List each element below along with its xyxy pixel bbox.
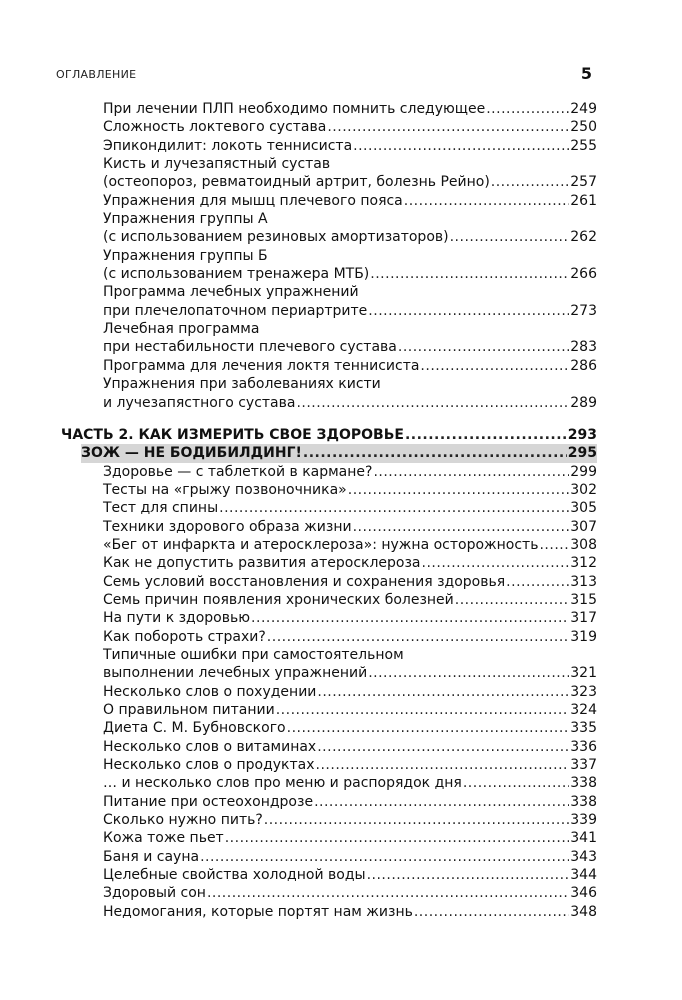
toc-entry-title: Диета С. М. Бубновского — [103, 720, 286, 737]
toc-entry-title: Кожа тоже пьет — [103, 830, 224, 847]
toc-entry-row — [103, 518, 597, 536]
toc-entry[interactable] — [103, 903, 597, 921]
toc-entry-row — [103, 609, 597, 627]
dot-leader — [251, 609, 569, 627]
toc-entry-page: 261 — [570, 192, 597, 209]
toc-entry-row — [103, 884, 597, 902]
toc-entry-row — [103, 118, 597, 136]
dot-leader — [367, 866, 570, 884]
toc-entry-title: Техники здорового образа жизни — [103, 518, 352, 535]
toc-entry-row — [103, 701, 597, 719]
toc-entry-row — [103, 192, 597, 210]
dot-leader — [450, 228, 570, 246]
dot-leader — [207, 884, 569, 902]
toc-entry-row — [103, 228, 597, 246]
toc-entry-title-line: Упражнения группы А — [103, 211, 268, 228]
toc-entries-bottom — [103, 463, 597, 922]
toc-entry[interactable] — [103, 756, 597, 774]
toc-entry[interactable] — [103, 793, 597, 811]
toc-entry-row — [103, 811, 597, 829]
dot-leader — [368, 302, 569, 320]
toc-entry[interactable] — [103, 247, 597, 284]
toc-entry-page: 321 — [570, 665, 597, 682]
toc-entry-page: 344 — [570, 867, 597, 884]
dot-leader — [398, 338, 569, 356]
toc-entry-row — [103, 664, 597, 682]
toc-entry-page: 338 — [570, 775, 597, 792]
toc-entry-row — [103, 173, 597, 191]
dot-leader — [314, 793, 569, 811]
toc-entry-row — [103, 829, 597, 847]
toc-entry-title: Тест для спины — [103, 500, 219, 517]
page-number: 5 — [580, 64, 592, 83]
toc-entries-top — [103, 100, 597, 412]
dot-leader — [303, 444, 567, 462]
toc-entry-title-line: Упражнения группы Б — [103, 247, 268, 264]
toc-entry-row — [103, 394, 597, 412]
toc-entry-title: Как побороть страхи? — [103, 628, 266, 645]
table-of-contents — [61, 100, 597, 921]
toc-entry[interactable] — [103, 628, 597, 646]
toc-entry-page: 323 — [570, 683, 597, 700]
toc-entry-row — [103, 100, 597, 118]
dot-leader — [276, 701, 570, 719]
toc-entry-title: Питание при остеохондрозе — [103, 793, 314, 810]
toc-entry-title: Тесты на «грыжу позвоночника» — [103, 481, 347, 498]
dot-leader — [463, 774, 569, 792]
toc-entry-title: (с использованием резиновых амортизаторов) — [103, 229, 449, 246]
toc-entry-row — [103, 738, 597, 756]
toc-entry-title: Целебные свойства холодной воды — [103, 867, 366, 884]
toc-entry-title: При лечении ПЛП необходимо помнить следующее — [103, 101, 486, 117]
part-title: ЧАСТЬ 2. КАК ИЗМЕРИТЬ СВОЕ ЗДОРОВЬЕ — [61, 426, 404, 443]
dot-leader — [317, 738, 569, 756]
toc-entry-row — [103, 903, 597, 921]
section-title: ЗОЖ — НЕ БОДИБИЛДИНГ! — [81, 445, 302, 462]
toc-entry-row — [103, 866, 597, 884]
toc-entry[interactable] — [103, 811, 597, 829]
toc-entry-title: Сколько нужно пить? — [103, 812, 263, 829]
dot-leader — [506, 573, 569, 591]
toc-entry[interactable] — [103, 738, 597, 756]
toc-entry-title: О правильном питании — [103, 702, 275, 718]
toc-entry-title: Недомогания, которые портят нам жизнь — [103, 903, 413, 920]
toc-entry[interactable] — [103, 866, 597, 884]
toc-entry-title: Эпикондилит: локоть теннисиста — [103, 137, 353, 154]
toc-entry-row — [103, 774, 597, 792]
toc-entry-title: при плечелопаточном периартрите — [103, 302, 368, 319]
toc-entry-title: и лучезапястного сустава — [103, 394, 296, 411]
toc-entry-title-line: Программа лечебных упражнений — [103, 284, 359, 301]
toc-entry-row — [103, 591, 597, 609]
toc-entry-title: Как не допустить развития атеросклероза — [103, 555, 421, 572]
toc-entry-title-line: Упражнения при заболеваниях кисти — [103, 376, 381, 393]
toc-entry-title: Упражнения для мышц плечевого пояса — [103, 192, 403, 209]
toc-entry[interactable] — [103, 210, 597, 247]
toc-entry-title: Программа для лечения локтя теннисиста — [103, 357, 420, 374]
toc-entry-title: при нестабильности плечевого сустава — [103, 339, 397, 356]
running-header: ОГЛАВЛЕНИЕ — [56, 68, 137, 81]
toc-entry-row — [103, 683, 597, 701]
dot-leader — [373, 463, 569, 481]
dot-leader — [353, 518, 570, 536]
toc-entry[interactable] — [103, 609, 597, 627]
toc-entry-title: (с использованием тренажера МТБ) — [103, 266, 370, 283]
toc-entry-page: 299 — [570, 463, 597, 480]
toc-entry-row — [103, 848, 597, 866]
toc-entry-title: Несколько слов о похудении — [103, 683, 317, 700]
toc-entry-title: … и несколько слов про меню и распорядок дня — [103, 775, 462, 792]
dot-leader — [267, 628, 569, 646]
dot-leader — [420, 357, 569, 375]
toc-entry-page: 315 — [570, 591, 597, 608]
toc-entry[interactable] — [103, 320, 597, 357]
toc-entry-title: Несколько слов о продуктах — [103, 757, 315, 774]
toc-entry[interactable] — [103, 137, 597, 155]
toc-entry-page: 313 — [570, 573, 597, 590]
toc-entry-row — [103, 137, 597, 155]
toc-entry-page: 346 — [570, 885, 597, 902]
toc-entry[interactable] — [103, 683, 597, 701]
dot-leader — [404, 192, 570, 210]
toc-entry-row — [103, 554, 597, 572]
toc-entry-row — [103, 793, 597, 811]
toc-entry[interactable] — [103, 829, 597, 847]
toc-entry-title-line: Кисть и лучезапястный сустав — [103, 156, 331, 173]
toc-entry-row — [103, 481, 597, 499]
toc-entry-page: 308 — [570, 536, 597, 553]
dot-leader — [491, 173, 569, 191]
toc-entry[interactable] — [103, 192, 597, 210]
dot-leader — [368, 664, 569, 682]
toc-entry-row — [103, 628, 597, 646]
toc-entry-page: 339 — [570, 812, 597, 829]
toc-entry-row — [103, 573, 597, 591]
toc-entry[interactable] — [103, 554, 597, 572]
toc-entry[interactable] — [103, 499, 597, 517]
part-spacer — [103, 412, 597, 426]
toc-entry-page: 336 — [570, 738, 597, 755]
dot-leader — [486, 100, 569, 118]
toc-entry-page: 283 — [570, 339, 597, 356]
toc-entry-title: Здоровый сон — [103, 885, 206, 902]
toc-entry[interactable] — [103, 118, 597, 136]
toc-entry-row — [103, 265, 597, 283]
toc-entry[interactable] — [103, 481, 597, 499]
toc-entry[interactable] — [103, 536, 597, 554]
toc-entry-page: 255 — [570, 137, 597, 154]
dot-leader — [287, 719, 570, 737]
dot-leader — [317, 683, 569, 701]
dot-leader — [353, 137, 569, 155]
toc-entry-row — [103, 756, 597, 774]
toc-entry-title: Несколько слов о витаминах — [103, 738, 317, 755]
toc-entry-page: 312 — [570, 555, 597, 572]
toc-entry-title: «Бег от инфаркта и атеросклероза»: нужна осторожность — [103, 536, 539, 553]
toc-entry[interactable] — [103, 463, 597, 481]
dot-leader — [370, 265, 569, 283]
toc-entry-row — [103, 499, 597, 517]
toc-entry-row — [103, 302, 597, 320]
toc-entry-page: 319 — [570, 628, 597, 645]
toc-part-heading[interactable] — [61, 426, 597, 444]
toc-entry[interactable] — [103, 100, 597, 118]
toc-entry-title: Баня и сауна — [103, 848, 200, 865]
toc-entry-page: 262 — [570, 229, 597, 246]
toc-entry[interactable] — [103, 646, 597, 683]
toc-entry[interactable] — [103, 591, 597, 609]
dot-leader — [225, 829, 570, 847]
dot-leader — [405, 426, 567, 444]
toc-entry-page: 286 — [570, 357, 597, 374]
toc-entry-page: 305 — [570, 500, 597, 517]
toc-entry-page: 338 — [570, 793, 597, 810]
toc-entry-title: Здоровье — с таблеткой в кармане? — [103, 463, 373, 480]
toc-entry-title: На пути к здоровью — [103, 610, 251, 627]
toc-entry-title: (остеопороз, ревматоидный артрит, болезнь Рейно) — [103, 174, 490, 191]
part-page: 293 — [567, 426, 597, 443]
toc-entry-page: 335 — [570, 720, 597, 737]
toc-entry-page: 302 — [570, 481, 597, 498]
toc-entry-page: 341 — [570, 830, 597, 847]
toc-entry[interactable] — [103, 701, 597, 719]
toc-entry-row — [103, 719, 597, 737]
toc-entry[interactable] — [103, 375, 597, 412]
toc-entry[interactable] — [103, 573, 597, 591]
toc-entry[interactable] — [103, 884, 597, 902]
dot-leader — [455, 591, 569, 609]
dot-leader — [422, 554, 570, 572]
toc-entry-page: 273 — [570, 302, 597, 319]
toc-entry[interactable] — [103, 518, 597, 536]
dot-leader — [264, 811, 569, 829]
toc-entry-page: 348 — [570, 903, 597, 920]
toc-entry-title-line: Лечебная программа — [103, 321, 260, 338]
toc-entry-title: Семь причин появления хронических болезней — [103, 591, 454, 608]
toc-entry-row — [103, 463, 597, 481]
toc-entry-page: 343 — [570, 848, 597, 865]
toc-entry-row — [103, 536, 597, 554]
toc-entry[interactable] — [103, 719, 597, 737]
dot-leader — [296, 394, 569, 412]
toc-entry-page: 324 — [570, 702, 597, 718]
toc-entry-page: 307 — [570, 518, 597, 535]
toc-entry-row — [103, 357, 597, 375]
toc-entry[interactable] — [103, 155, 597, 192]
toc-entry-page: 266 — [570, 266, 597, 283]
dot-leader — [327, 118, 569, 136]
toc-entry-page: 317 — [570, 610, 597, 627]
section-page: 295 — [567, 445, 597, 462]
toc-entry-page: 337 — [570, 757, 597, 774]
toc-entry-title-line: Типичные ошибки при самостоятельном — [103, 646, 404, 663]
toc-entry-page: 250 — [570, 119, 597, 136]
toc-entry[interactable] — [103, 283, 597, 320]
toc-entry-title: Семь условий восстановления и сохранения здоровья — [103, 573, 506, 590]
dot-leader — [348, 481, 570, 499]
dot-leader — [539, 536, 569, 554]
dot-leader — [414, 903, 569, 921]
toc-entry[interactable] — [103, 848, 597, 866]
toc-entry[interactable] — [103, 357, 597, 375]
dot-leader — [200, 848, 569, 866]
toc-entry-title: выполнении лечебных упражнений — [103, 665, 368, 682]
dot-leader — [219, 499, 569, 517]
toc-entry-page: 289 — [570, 394, 597, 411]
toc-entry-row — [103, 338, 597, 356]
toc-entry[interactable] — [103, 774, 597, 792]
toc-entry-page: 249 — [570, 101, 597, 117]
toc-entry-title: Сложность локтевого сустава — [103, 119, 327, 136]
dot-leader — [316, 756, 570, 774]
toc-section-heading[interactable] — [81, 444, 597, 462]
toc-entry-page: 257 — [570, 174, 597, 191]
